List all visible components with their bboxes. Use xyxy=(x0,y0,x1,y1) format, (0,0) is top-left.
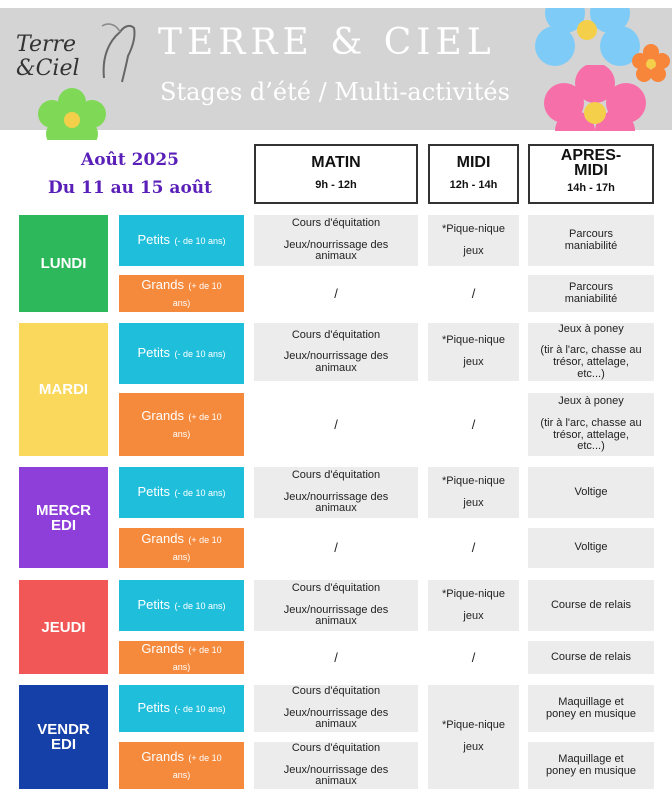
activity-text: trésor, attelage, xyxy=(553,428,629,441)
column-label-apres-line2: MIDI xyxy=(574,162,608,179)
activity-text: jeux xyxy=(463,741,484,753)
group-petits xyxy=(119,467,244,518)
cell-matin xyxy=(254,528,418,568)
group-name: Petits xyxy=(137,700,171,716)
group-age: ans) xyxy=(172,661,191,672)
day-label: MARDI xyxy=(38,381,89,398)
logo-text-line1: Terre xyxy=(16,32,77,57)
cell-apres-midi xyxy=(528,323,654,381)
activity-text: / xyxy=(334,416,338,432)
group-age: (- de 10 ans) xyxy=(174,704,226,715)
activity-text: / xyxy=(471,416,476,432)
group-age: (- de 10 ans) xyxy=(174,349,226,360)
cell-apres-midi xyxy=(528,215,654,266)
activity-text: Voltige xyxy=(574,485,608,498)
activity-text: Cours d'équitation xyxy=(291,685,381,698)
activity-text: poney en musique xyxy=(546,764,636,777)
cell-matin xyxy=(254,393,418,456)
brand-logo xyxy=(14,14,138,88)
cell-matin xyxy=(254,742,418,789)
activity-text: / xyxy=(471,540,476,556)
cell-matin xyxy=(254,275,418,312)
column-label-matin: MATIN xyxy=(311,154,361,171)
group-age: (+ de 10 xyxy=(188,411,222,422)
cell-apres-midi xyxy=(528,528,654,568)
day-mardi xyxy=(19,323,108,456)
day-label: JEUDI xyxy=(41,618,86,636)
cell-apres-midi xyxy=(528,580,654,631)
cell-matin xyxy=(254,685,418,732)
group-age: (+ de 10 xyxy=(188,644,222,655)
cell-midi xyxy=(428,323,519,381)
cell-midi xyxy=(428,580,519,631)
group-age: (- de 10 ans) xyxy=(174,601,226,612)
group-age: (- de 10 ans) xyxy=(174,236,226,247)
activity-text: animaux xyxy=(315,502,357,515)
cell-midi xyxy=(428,275,519,312)
flower-decoration-left xyxy=(30,80,110,140)
activity-text: / xyxy=(334,540,338,556)
activity-text: / xyxy=(334,285,338,301)
activity-text: jeux xyxy=(463,609,484,622)
activity-text: Jeux/nourrissage des xyxy=(283,706,389,719)
activity-text: Voltige xyxy=(574,541,608,554)
page-title: TERRE & CIEL xyxy=(158,22,496,63)
date-month: Août 2025 xyxy=(81,150,179,170)
activity-text: / xyxy=(471,649,476,665)
activity-text: etc...) xyxy=(577,367,605,380)
group-name: Grands xyxy=(141,276,184,292)
group-age: (+ de 10 xyxy=(188,752,222,763)
column-time-matin: 9h - 12h xyxy=(315,179,357,191)
activity-text: Cours d'équitation xyxy=(291,582,381,595)
group-petits xyxy=(119,580,244,631)
activity-text: etc...) xyxy=(577,440,605,453)
activity-text: *Pique-nique xyxy=(442,474,505,487)
activity-text: / xyxy=(471,285,476,301)
activity-text: / xyxy=(334,649,338,665)
column-time-midi: 12h - 14h xyxy=(449,179,498,191)
day-label: VENDREDI xyxy=(37,721,90,753)
group-age: (- de 10 ans) xyxy=(174,488,226,499)
day-label: LUNDI xyxy=(40,255,87,272)
group-age: ans) xyxy=(172,552,191,562)
group-petits xyxy=(119,215,244,266)
group-grands xyxy=(119,528,244,568)
group-grands xyxy=(119,641,244,674)
activity-text: Parcours xyxy=(568,227,614,240)
cell-apres-midi xyxy=(528,393,654,456)
group-petits xyxy=(119,323,244,384)
activity-text: *Pique-nique xyxy=(442,222,505,235)
group-age: ans) xyxy=(172,297,191,308)
group-name: Petits xyxy=(137,597,171,613)
cell-matin xyxy=(254,641,418,674)
activity-text: jeux xyxy=(463,244,484,257)
activity-text: Course de relais xyxy=(550,598,632,611)
activity-text: animaux xyxy=(315,718,357,731)
activity-text: trésor, attelage, xyxy=(553,356,629,368)
activity-text: Jeux/nourrissage des xyxy=(283,603,389,616)
cell-matin xyxy=(254,580,418,631)
cell-midi xyxy=(428,467,519,518)
activity-text: Jeux à poney xyxy=(558,322,624,335)
activity-text: (tir à l'arc, chasse au xyxy=(540,416,642,429)
day-label: MERCREDI xyxy=(36,501,91,534)
column-label-apres-line1: APRES- xyxy=(560,147,622,164)
group-name: Grands xyxy=(141,407,184,423)
group-age: ans) xyxy=(172,428,191,439)
activity-text: Maquillage et xyxy=(558,695,624,708)
cell-midi xyxy=(428,528,519,568)
horse-icon xyxy=(94,18,138,84)
activity-text: maniabilité xyxy=(564,239,618,252)
cell-apres-midi xyxy=(528,685,654,732)
group-name: Petits xyxy=(137,345,171,361)
flower-decoration-orange xyxy=(632,44,670,82)
logo-text-line2: &Ciel xyxy=(16,56,80,81)
cell-apres-midi xyxy=(528,742,654,789)
group-name: Grands xyxy=(141,531,184,547)
cell-apres-midi xyxy=(528,275,654,312)
cell-matin xyxy=(254,467,418,518)
day-vendredi xyxy=(19,685,108,789)
day-jeudi xyxy=(19,580,108,674)
activity-text: (tir à l'arc, chasse au xyxy=(540,344,642,357)
activity-text: *Pique-nique xyxy=(442,587,505,600)
activity-text: animaux xyxy=(315,615,357,628)
activity-text: Cours d'équitation xyxy=(291,217,381,230)
activity-text: maniabilité xyxy=(564,292,618,305)
group-age: (+ de 10 xyxy=(188,535,222,546)
activity-text: Cours d'équitation xyxy=(291,742,381,755)
cell-apres-midi xyxy=(528,467,654,518)
activity-text: jeux xyxy=(463,496,484,509)
cell-matin xyxy=(254,323,418,381)
column-time-apres: 14h - 17h xyxy=(567,182,615,194)
activity-text: animaux xyxy=(315,250,357,263)
page-subtitle: Stages d’été / Multi-activités xyxy=(160,78,510,106)
activity-text: Cours d'équitation xyxy=(291,328,381,341)
activity-text: *Pique-nique xyxy=(442,334,505,347)
column-header-midi xyxy=(428,144,519,204)
cell-midi xyxy=(428,685,519,789)
activity-text: Course de relais xyxy=(550,650,632,663)
activity-text: Jeux/nourrissage des xyxy=(283,350,389,363)
group-name: Grands xyxy=(141,748,184,764)
group-age: (+ de 10 xyxy=(188,280,222,291)
column-label-midi: MIDI xyxy=(456,154,491,171)
group-name: Petits xyxy=(137,484,171,500)
group-grands xyxy=(119,742,244,789)
group-name: Petits xyxy=(137,232,171,248)
activity-text: animaux xyxy=(315,361,357,374)
group-age: ans) xyxy=(172,769,191,780)
activity-text: Maquillage et xyxy=(558,752,624,765)
group-petits xyxy=(119,685,244,732)
cell-midi xyxy=(428,393,519,456)
activity-text: Jeux/nourrissage des xyxy=(283,763,389,776)
cell-matin xyxy=(254,215,418,266)
column-header-apres-midi xyxy=(528,144,654,204)
cell-midi xyxy=(428,641,519,674)
date-range: Du 11 au 15 août xyxy=(47,178,213,198)
activity-text: jeux xyxy=(463,356,484,368)
day-lundi xyxy=(19,215,108,312)
activity-text: Jeux/nourrissage des xyxy=(283,490,389,503)
group-grands xyxy=(119,275,244,312)
group-name: Grands xyxy=(141,640,184,656)
activity-text: Cours d'équitation xyxy=(291,469,381,482)
day-mercredi xyxy=(19,467,108,568)
activity-text: poney en musique xyxy=(546,707,636,720)
activity-text: Parcours xyxy=(568,280,614,293)
activity-text: *Pique-nique xyxy=(442,719,505,732)
activity-text: Jeux/nourrissage des xyxy=(283,238,389,251)
activity-text: Jeux à poney xyxy=(558,395,624,408)
cell-midi xyxy=(428,215,519,266)
column-header-matin xyxy=(254,144,418,204)
cell-apres-midi xyxy=(528,641,654,674)
activity-text: animaux xyxy=(315,775,357,788)
group-grands xyxy=(119,393,244,456)
